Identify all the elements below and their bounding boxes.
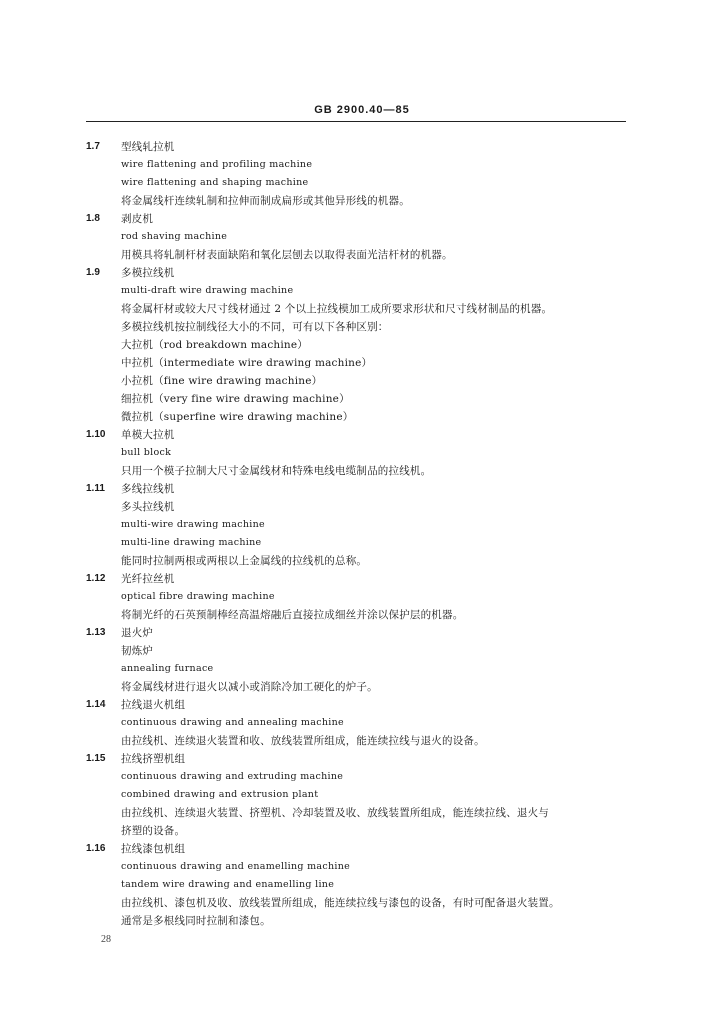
clause-number: 1.13 [86, 627, 106, 638]
english-term: continuous drawing and enamelling machine [121, 861, 351, 872]
definition-text: 多头拉线机 [121, 501, 175, 513]
english-term: multi-wire drawing machine [121, 519, 265, 530]
header-rule [86, 121, 626, 122]
english-term: combined drawing and extrusion plant [121, 789, 319, 800]
definition-text: 韧炼炉 [121, 645, 154, 657]
english-term: multi-line drawing machine [121, 537, 262, 548]
clause-number: 1.12 [86, 573, 106, 584]
term-entry [0, 750, 724, 840]
term-entry [0, 210, 724, 264]
term-entry [0, 480, 724, 570]
clause-number: 1.7 [86, 141, 100, 152]
definition-text: 将金属线材进行退火以减小或消除冷加工硬化的炉子。 [121, 681, 378, 693]
english-term: annealing furnace [121, 663, 214, 674]
term-title: 光纤拉丝机 [121, 573, 175, 585]
definition-text: 小拉机（fine wire drawing machine） [121, 375, 323, 387]
definition-text: 将金属线杆连续轧制和拉伸而制成扁形或其他异形线的机器。 [121, 195, 410, 207]
definition-text: 能同时拉制两根或两根以上金属线的拉线机的总称。 [121, 555, 368, 567]
definition-text: 由拉线机、漆包机及收、放线装置所组成，能连续拉线与漆包的设备，有时可配备退火装置。 [121, 897, 560, 909]
term-entry [0, 264, 724, 426]
clause-number: 1.15 [86, 753, 106, 764]
definition-text: 微拉机（superfine wire drawing machine） [121, 411, 354, 423]
definition-text: 只用一个模子拉制大尺寸金属线材和特殊电线电缆制品的拉线机。 [121, 465, 432, 477]
definition-text: 将制光纤的石英预制棒经高温熔融后直接拉成细丝并涂以保护层的机器。 [121, 609, 464, 621]
term-list [0, 138, 724, 930]
clause-number: 1.9 [86, 267, 100, 278]
term-title: 多线拉线机 [121, 483, 175, 495]
term-title: 型线轧拉机 [121, 141, 175, 153]
clause-number: 1.11 [86, 483, 105, 494]
clause-number: 1.10 [86, 429, 106, 440]
term-entry [0, 840, 724, 930]
clause-number: 1.14 [86, 699, 106, 710]
english-term: rod shaving machine [121, 231, 228, 242]
english-term: multi-draft wire drawing machine [121, 285, 294, 296]
definition-text: 由拉线机、连续退火装置和收、放线装置所组成，能连续拉线与退火的设备。 [121, 735, 485, 747]
english-term: optical fibre drawing machine [121, 591, 275, 602]
definition-text: 细拉机（very fine wire drawing machine） [121, 393, 350, 405]
term-title: 剥皮机 [121, 213, 154, 225]
english-term: wire flattening and profiling machine [121, 159, 313, 170]
term-title: 拉线漆包机组 [121, 843, 186, 855]
definition-text: 由拉线机、连续退火装置、挤塑机、冷却装置及收、放线装置所组成，能连续拉线、退火与 [121, 807, 549, 819]
english-term: tandem wire drawing and enamelling line [121, 879, 335, 890]
term-entry [0, 138, 724, 210]
term-title: 退火炉 [121, 627, 154, 639]
term-title: 拉线退火机组 [121, 699, 186, 711]
definition-text: 用模具将轧制杆材表面缺陷和氧化层刨去以取得表面光洁杆材的机器。 [121, 249, 453, 261]
definition-text: 中拉机（intermediate wire drawing machine） [121, 357, 373, 369]
definition-text: 将金属杆材或较大尺寸线材通过 2 个以上拉线模加工成所要求形状和尺寸线材制品的机器。 [121, 303, 553, 315]
term-title: 多模拉线机 [121, 267, 175, 279]
term-entry [0, 570, 724, 624]
document-header: GB 2900.40—85 [314, 104, 410, 116]
clause-number: 1.8 [86, 213, 100, 224]
english-term: wire flattening and shaping machine [121, 177, 309, 188]
clause-number: 1.16 [86, 843, 106, 854]
english-term: bull block [121, 447, 172, 458]
page-number: 28 [101, 934, 111, 945]
english-term: continuous drawing and annealing machine [121, 717, 344, 728]
definition-text: 大拉机（rod breakdown machine） [121, 339, 309, 351]
definition-text: 多模拉线机按拉制线径大小的不同，可有以下各种区别： [121, 321, 389, 333]
term-title: 拉线挤塑机组 [121, 753, 186, 765]
term-title: 单模大拉机 [121, 429, 175, 441]
term-entry [0, 426, 724, 480]
definition-text: 通常是多根线同时拉制和漆包。 [121, 915, 271, 927]
term-entry [0, 696, 724, 750]
definition-text: 挤塑的设备。 [121, 825, 186, 837]
term-entry [0, 624, 724, 696]
english-term: continuous drawing and extruding machine [121, 771, 344, 782]
